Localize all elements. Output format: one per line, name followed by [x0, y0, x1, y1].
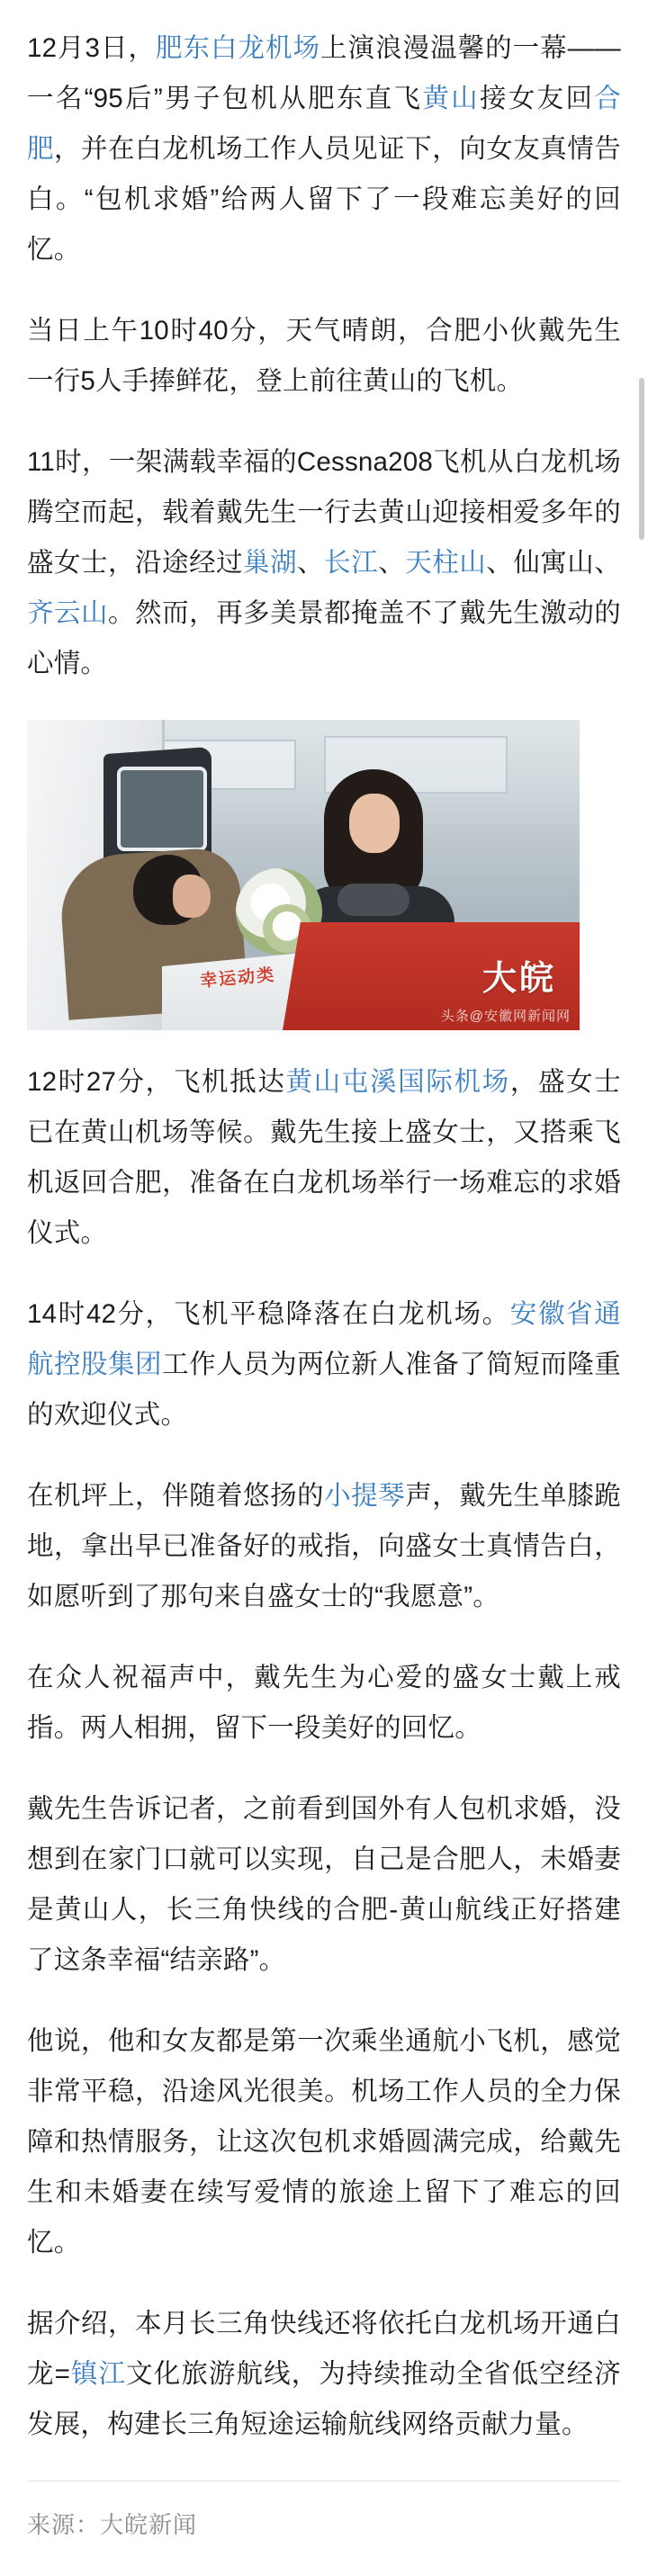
inline-link[interactable]: 肥东白龙机场 — [155, 33, 321, 63]
inline-link[interactable]: 齐云山 — [27, 598, 109, 628]
photo-man-face — [173, 875, 211, 918]
inline-link[interactable]: 黄山 — [422, 84, 480, 113]
paragraph-text: 在机坪上，伴随着悠扬的 — [27, 1481, 325, 1511]
paragraph-text: 工作人员为两位新人准备了简短而隆重的欢迎仪式。 — [27, 1350, 621, 1430]
article-paragraph — [27, 2016, 621, 2268]
inline-link[interactable]: 小提琴 — [324, 1481, 406, 1511]
paragraph-text: 、仙寓山、 — [486, 548, 621, 578]
article-source: 来源：大皖新闻 — [27, 2511, 198, 2538]
paragraph-text: 14时42分，飞机平稳降落在白龙机场。 — [27, 1299, 510, 1329]
inline-link[interactable]: 安徽省通航控股集团 — [27, 1299, 621, 1379]
article-paragraph — [27, 1057, 621, 1259]
photo-woman-scarf — [338, 884, 410, 916]
article-paragraph — [27, 1471, 621, 1622]
paragraph-text: 当日上午10时40分，天气晴朗，合肥小伙戴先生一行5人手捧鲜花，登上前往黄山的飞机。 — [27, 316, 621, 396]
paragraph-text: 11时，一架满载幸福的Cessna208飞机从白龙机场腾空而起，载着戴先生一行去黄山迎接相爱多年的盛女士，沿途经过 — [27, 447, 621, 578]
article-paragraph — [27, 1289, 621, 1441]
paragraph-text: 在众人祝福声中，戴先生为心爱的盛女士戴上戒指。两人相拥，留下一段美好的回忆。 — [27, 1663, 621, 1743]
paragraph-text: 、 — [378, 548, 406, 578]
paragraph-text: 声，戴先生单膝跪地，拿出早已准备好的戒指，向盛女士真情告白，如愿听到了那句来自盛女士的“我愿意”。 — [27, 1481, 621, 1611]
photo-woman-face — [349, 794, 400, 853]
page-scrollbar[interactable] — [641, 0, 646, 2500]
proposal-photo — [27, 720, 580, 1030]
paragraph-text: 戴先生告诉记者，之前看到国外有人包机求婚，没想到在家门口就可以实现，自己是合肥人，未婚妻是黄山人，长三角快线的合肥-黄山航线正好搭建了这条幸福“结亲路”。 — [27, 1794, 621, 1975]
paragraph-text: ，盛女士已在黄山机场等候。戴先生接上盛女士，又搭乘飞机返回合肥，准备在白龙机场举行一场难忘的求婚仪式。 — [27, 1067, 622, 1248]
paragraph-text: 12时27分，飞机抵达 — [27, 1067, 286, 1097]
article-figure — [27, 720, 580, 1030]
article-paragraph — [27, 1653, 621, 1754]
paragraph-text: 文化旅游航线，为持续推动全省低空经济发展，构建长三角短途运输航线网络贡献力量。 — [27, 2359, 621, 2439]
inline-link[interactable]: 天柱山 — [405, 548, 487, 578]
photo-banner-text: 幸运动类 — [199, 965, 276, 992]
article-paragraphs-bottom — [27, 1057, 621, 2450]
inline-link[interactable]: 合肥 — [27, 84, 621, 164]
inline-link[interactable]: 镇江 — [70, 2359, 127, 2389]
inline-link[interactable]: 黄山屯溪国际机场 — [285, 1067, 510, 1097]
paragraph-text: ，并在白龙机场工作人员见证下，向女友真情告白。“包机求婚”给两人留下了一段难忘美好的回忆。 — [27, 134, 621, 265]
paragraph-text: 上演浪漫温馨的一幕——一名“95后”男子包机从肥东直飞 — [27, 33, 622, 113]
content-divider — [27, 2481, 621, 2482]
page-scrollbar-thumb[interactable] — [639, 378, 644, 540]
inline-link[interactable]: 巢湖 — [243, 548, 298, 578]
paragraph-text: 接女友回 — [480, 84, 595, 113]
photo-watermark: 头条@安徽网新闻网 — [440, 1009, 571, 1024]
photo-plane-window — [117, 767, 207, 851]
paragraph-text: 。然而，再多美景都掩盖不了戴先生激动的心情。 — [27, 598, 621, 678]
paragraph-text: 他说，他和女友都是第一次乘坐通航小飞机，感觉非常平稳，沿途风光很美。机场工作人员的全力保障和热情服务，让这次包机求婚圆满完成，给戴先生和未婚妻在续写爱情的旅途上留下了难忘的回忆。 — [27, 2026, 621, 2257]
paragraph-text: 12月3日， — [27, 33, 156, 63]
article-paragraph — [27, 1784, 621, 1986]
paragraph-text: 、 — [297, 548, 325, 578]
article-paragraph — [27, 306, 621, 407]
article-paragraph — [27, 2299, 621, 2450]
article-paragraph — [27, 437, 621, 689]
inline-link[interactable]: 长江 — [324, 548, 379, 578]
photo-livery-text: 大皖 — [482, 960, 556, 998]
article-paragraph — [27, 23, 621, 275]
paragraph-text: 据介绍，本月长三角快线还将依托白龙机场开通白龙= — [27, 2309, 621, 2389]
article-paragraphs-top — [27, 23, 621, 689]
